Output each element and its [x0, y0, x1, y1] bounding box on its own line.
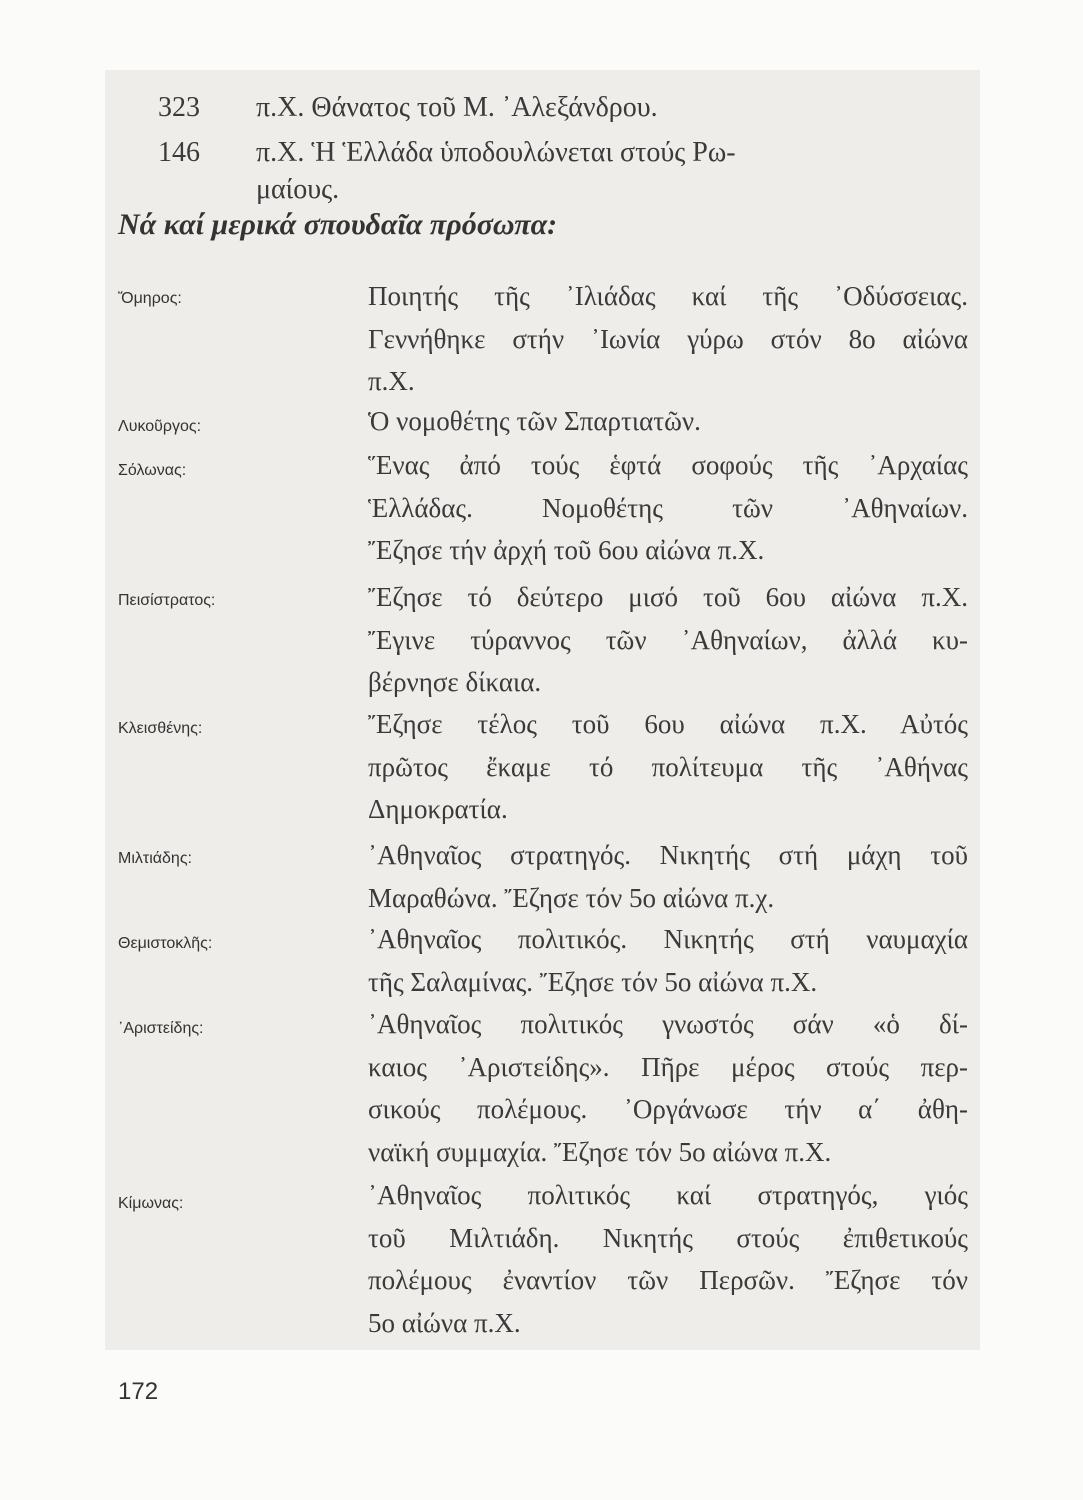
- person-name: ᾿Αριστείδης:: [118, 1020, 204, 1037]
- description-line: Ὁ νομοθέτης τῶν Σπαρτιατῶν.: [368, 406, 701, 436]
- description-line: σικούς πολέμους. ᾿Οργάνωσε τήν α΄ ἀθη-: [368, 1094, 968, 1124]
- page-number: 172: [118, 1378, 159, 1405]
- person-description: [368, 400, 968, 443]
- section-heading: Νά καί μερικά σπουδαῖα πρόσωπα:: [118, 208, 558, 241]
- description-line: πολέμους ἐναντίον τῶν Περσῶν. Ἔζησε τόν: [368, 1265, 968, 1295]
- description-line: ᾿Αθηναῖος πολιτικός καί στρατηγός, γιός: [368, 1180, 968, 1210]
- description-line: Ἔζησε τήν ἀρχή τοῦ 6ου αἰώνα π.Χ.: [368, 535, 765, 565]
- person-name: Κίμωνας:: [118, 1195, 184, 1212]
- description-line: καιος ᾿Αριστείδης». Πῆρε μέρος στούς περ-: [368, 1051, 968, 1082]
- person-name: Σόλωνας:: [118, 462, 187, 479]
- description-line: Μαραθώνα. Ἔζησε τόν 5ο αἰώνα π.χ.: [368, 882, 775, 913]
- person-name: Θεμιστοκλῆς:: [118, 935, 213, 952]
- date-text: π.Χ. Θάνατος τοῦ Μ. ᾿Αλεξάνδρου.: [256, 92, 658, 123]
- person-description: [368, 275, 968, 403]
- date-year: 146: [158, 137, 200, 168]
- description-line: τῆς Σαλαμίνας. Ἔζησε τόν 5ο αἰώνα π.Χ.: [368, 966, 818, 997]
- person-description: [368, 576, 968, 704]
- person-description: [368, 918, 968, 1003]
- person-description: [368, 834, 968, 919]
- person-name: Ὅμηρος:: [118, 290, 182, 307]
- description-line: βέρνησε δίκαια.: [368, 667, 542, 697]
- description-line: ᾿Αθηναῖος στρατηγός. Νικητής στή μάχη τοῦ: [368, 840, 968, 870]
- date-entry-146: [158, 133, 736, 173]
- person-name: Κλεισθένης:: [118, 720, 203, 737]
- person-name: Μιλτιάδης:: [118, 850, 192, 867]
- description-line: π.Χ.: [368, 366, 415, 396]
- person-description: [368, 1003, 968, 1173]
- date-year: 323: [158, 92, 200, 123]
- description-line: Ποιητής τῆς ᾿Ιλιάδας καί τῆς ᾿Οδύσσειας.: [368, 281, 968, 311]
- description-line: Δημοκρατία.: [368, 794, 508, 824]
- description-line: Ἕνας ἀπό τούς ἑφτά σοφούς τῆς ᾿Αρχαίας: [368, 450, 968, 480]
- description-line: ᾿Αθηναῖος πολιτικός. Νικητής στή ναυμαχία: [368, 924, 968, 954]
- description-line: 5ο αἰώνα π.Χ.: [368, 1307, 521, 1338]
- description-line: Ἑλλάδας. Νομοθέτης τῶν ᾿Αθηναίων.: [368, 492, 968, 523]
- description-line: ναϊκή συμμαχία. Ἔζησε τόν 5ο αἰώνα π.Χ.: [368, 1136, 832, 1167]
- person-description: [368, 1174, 968, 1344]
- person-description: [368, 444, 968, 572]
- person-name: Πεισίστρατος:: [118, 592, 216, 609]
- person-name: Λυκοῦργος:: [118, 418, 202, 435]
- date-text-continuation: μαίους.: [256, 174, 340, 205]
- date-entry-323: [158, 88, 658, 128]
- date-text: π.Χ. Ἡ Ἑλλάδα ὑποδουλώνεται στούς Ρω-: [256, 137, 736, 168]
- description-line: ᾿Αθηναῖος πολιτικός γνωστός σάν «ὁ δί-: [368, 1009, 968, 1039]
- description-line: Ἔγινε τύραννος τῶν ᾿Αθηναίων, ἀλλά κυ-: [368, 624, 968, 655]
- description-line: Ἔζησε τέλος τοῦ 6ου αἰώνα π.Χ. Αὐτός: [368, 709, 968, 739]
- description-line: Γεννήθηκε στήν ᾿Ιωνία γύρω στόν 8ο αἰώνα: [368, 323, 968, 354]
- description-line: πρῶτος ἔκαμε τό πολίτευμα τῆς ᾿Αθήνας: [368, 751, 968, 782]
- description-line: τοῦ Μιλτιάδη. Νικητής στούς ἐπιθετικούς: [368, 1222, 968, 1253]
- person-description: [368, 703, 968, 831]
- description-line: Ἔζησε τό δεύτερο μισό τοῦ 6ου αἰώνα π.Χ.: [368, 582, 968, 612]
